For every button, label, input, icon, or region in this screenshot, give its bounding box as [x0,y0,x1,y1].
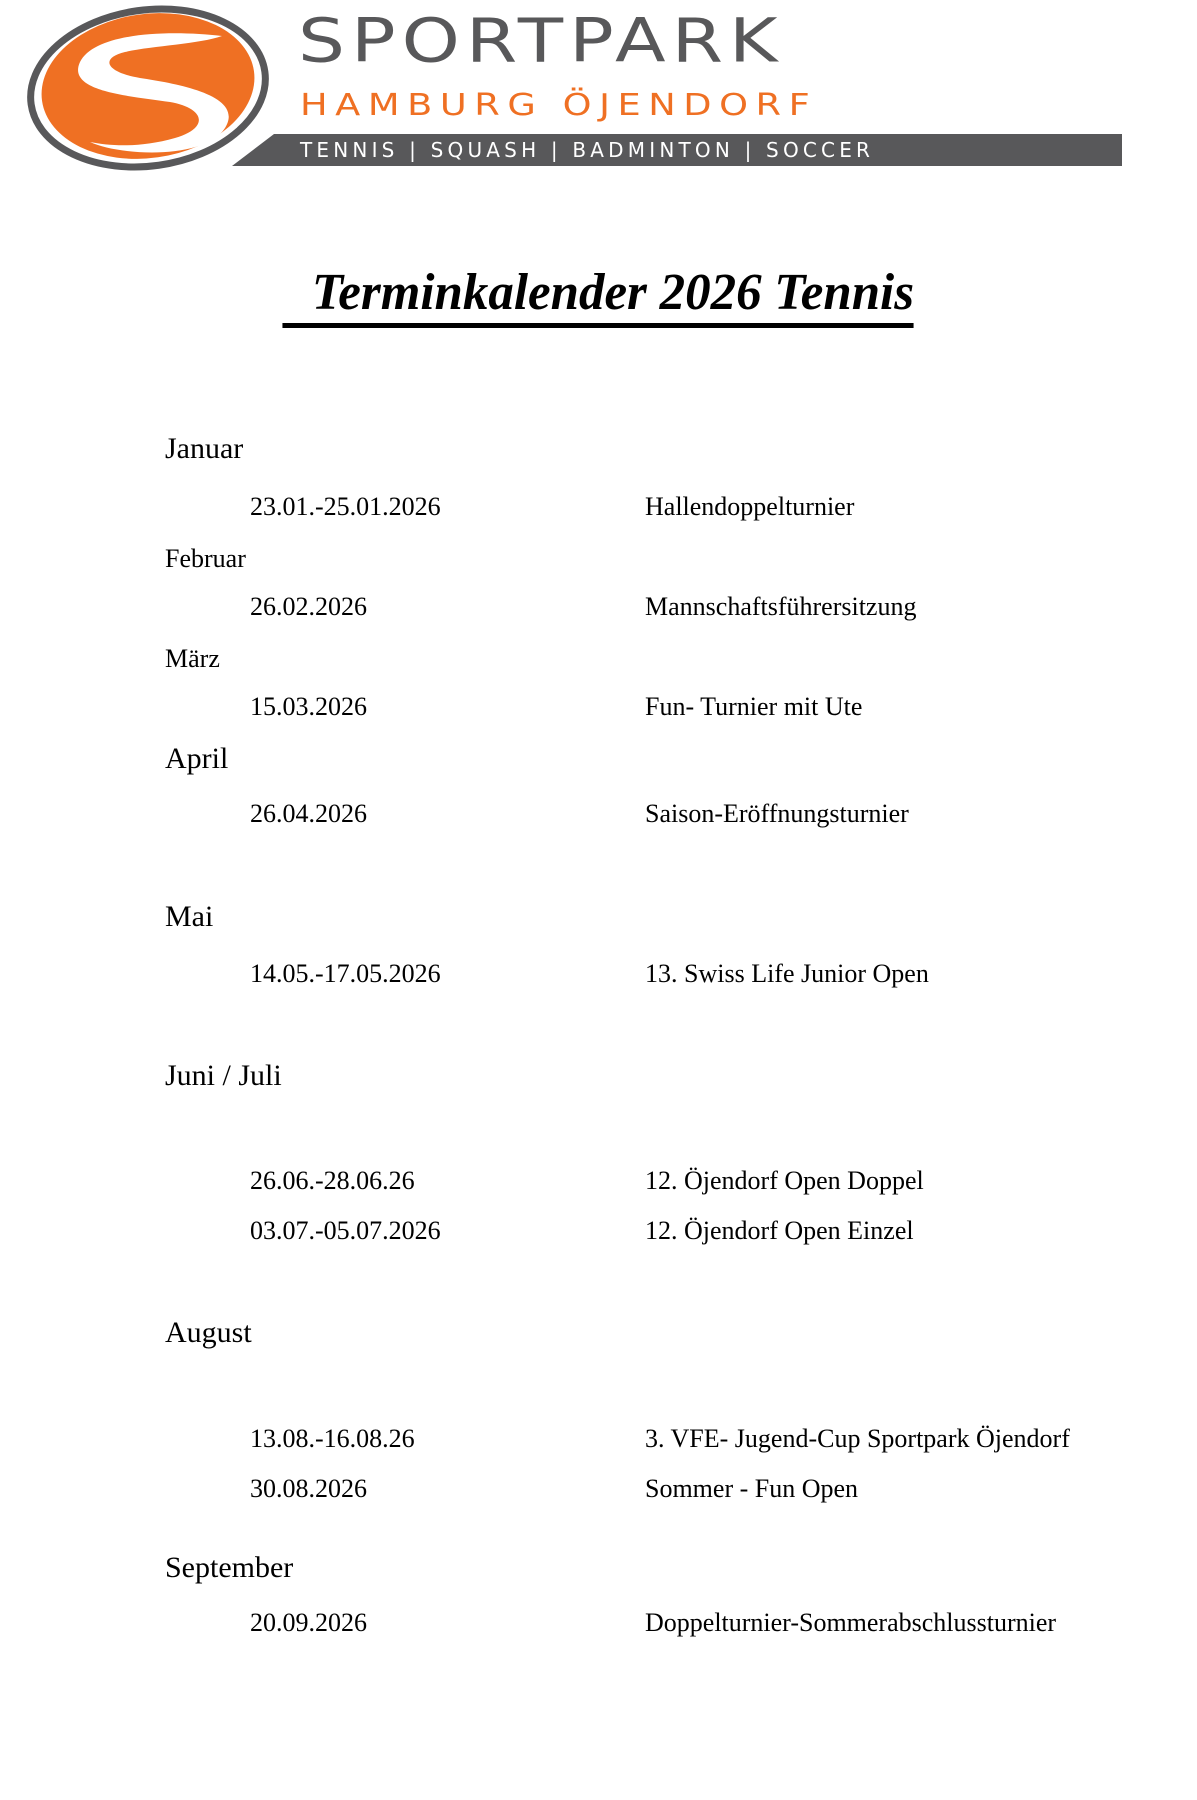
page-title: Terminkalender 2026 Tennis [283,265,915,328]
event-name: Saison-Eröffnungsturnier [645,799,909,828]
sportpark-logo [0,0,1197,180]
event-date: 26.02.2026 [250,592,367,621]
event-name: Fun- Turnier mit Ute [645,692,863,721]
event-date: 13.08.-16.08.26 [250,1424,415,1453]
event-date: 26.06.-28.06.26 [250,1166,415,1195]
event-name: 3. VFE- Jugend-Cup Sportpark Öjendorf [645,1424,1070,1453]
brand-location: HAMBURG ÖJENDORF [300,87,818,124]
month-maerz: März [165,644,220,673]
event-date: 14.05.-17.05.2026 [250,959,441,988]
event-name: 12. Öjendorf Open Einzel [645,1216,914,1245]
month-september: September [165,1551,294,1584]
event-name: Mannschaftsführersitzung [645,592,917,621]
event-name: 13. Swiss Life Junior Open [645,959,929,988]
event-name: Sommer - Fun Open [645,1474,859,1503]
month-mai: Mai [165,900,214,933]
event-name: Doppelturnier-Sommerabschlussturnier [645,1608,1057,1637]
event-date: 15.03.2026 [250,692,367,721]
month-juni-juli: Juni / Juli [165,1059,282,1092]
event-date: 26.04.2026 [250,799,367,828]
event-date: 23.01.-25.01.2026 [250,492,441,521]
event-date: 30.08.2026 [250,1474,367,1503]
event-name: 12. Öjendorf Open Doppel [645,1166,924,1195]
page-title-wrap [0,265,1197,328]
month-januar: Januar [165,432,244,465]
month-april: April [165,742,229,775]
sports-list: TENNIS | SQUASH | BADMINTON | SOCCER [300,138,875,162]
event-name: Hallendoppelturnier [645,492,855,521]
event-date: 20.09.2026 [250,1608,367,1637]
brand-name: SPORTPARK [298,5,784,77]
event-date: 03.07.-05.07.2026 [250,1216,441,1245]
month-februar: Februar [165,544,246,573]
month-august: August [165,1316,252,1349]
